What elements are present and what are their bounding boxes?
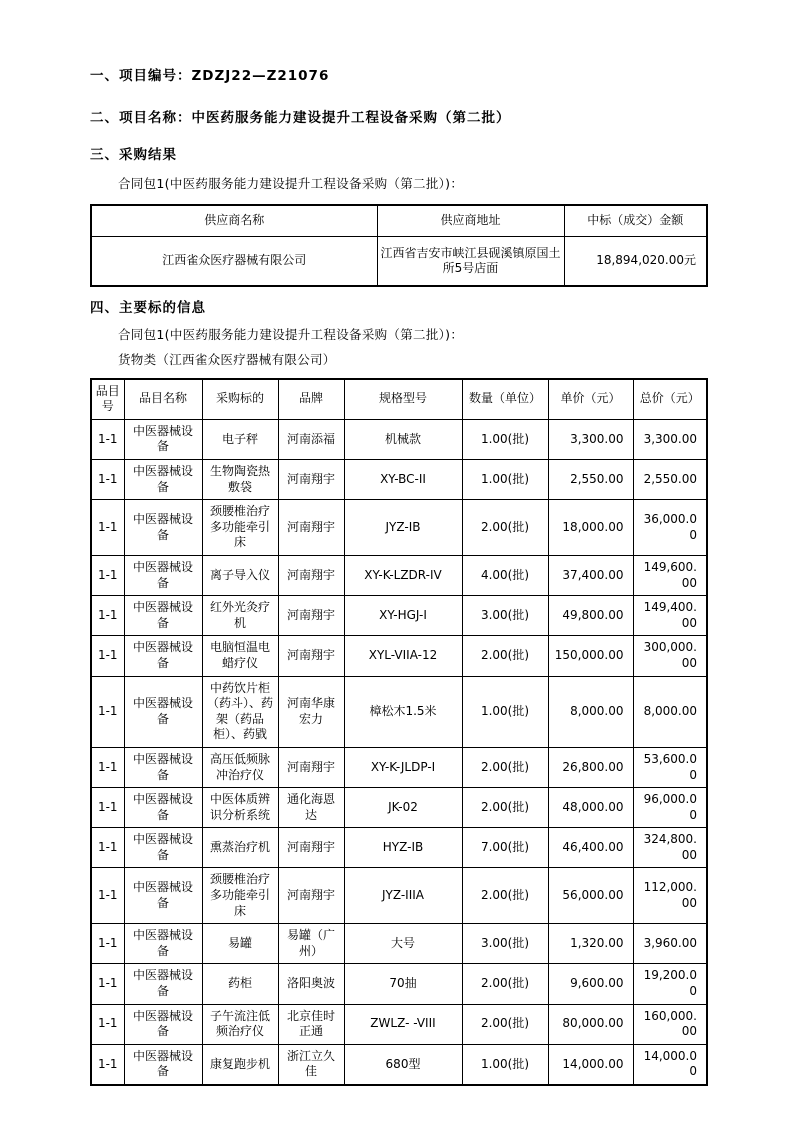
- table-cell: 大号: [344, 924, 462, 964]
- table-cell: 中医器械设备: [124, 676, 202, 747]
- table-cell: 河南翔宇: [278, 460, 344, 500]
- result-package-line: 合同包1(中医药服务能力建设提升工程设备采购（第二批）)：: [118, 175, 464, 191]
- table-cell: 49,800.00: [548, 596, 633, 636]
- items-table-body: [91, 419, 707, 1085]
- table-cell: 机械款: [344, 419, 462, 459]
- table-cell: 2.00(批): [462, 636, 548, 676]
- column-header: 中标（成交）金额: [564, 205, 707, 237]
- table-cell: 1-1: [91, 788, 124, 828]
- table-cell: 中医器械设备: [124, 1004, 202, 1044]
- table-cell: 150,000.00: [548, 636, 633, 676]
- table-cell: XY-HGJ-I: [344, 596, 462, 636]
- table-cell: 14,000.00: [548, 1044, 633, 1085]
- table-row: [91, 500, 707, 556]
- table-cell: 8,000.00: [633, 676, 707, 747]
- heading-project-name: 二、项目名称：中医药服务能力建设提升工程设备采购（第二批）: [90, 110, 511, 127]
- table-cell: 药柜: [202, 964, 278, 1004]
- table-cell: 中医器械设备: [124, 868, 202, 924]
- table-cell: 8,000.00: [548, 676, 633, 747]
- table-row: [91, 788, 707, 828]
- table-cell: 中医器械设备: [124, 636, 202, 676]
- supplier-result-table: [90, 204, 708, 287]
- table-cell: 子午流注低频治疗仪: [202, 1004, 278, 1044]
- table-cell: XY-K-LZDR-IV: [344, 555, 462, 595]
- table-cell: 电脑恒温电蜡疗仪: [202, 636, 278, 676]
- table-cell: 46,400.00: [548, 828, 633, 868]
- subject-category-line: 货物类（江西雀众医疗器械有限公司）: [118, 352, 336, 367]
- table-cell: 中医器械设备: [124, 460, 202, 500]
- column-header: 品牌: [278, 379, 344, 420]
- table-cell: 2.00(批): [462, 868, 548, 924]
- table-cell: 2.00(批): [462, 500, 548, 556]
- table-cell: 80,000.00: [548, 1004, 633, 1044]
- column-header: 单价（元）: [548, 379, 633, 420]
- table-cell: 易罐（广州）: [278, 924, 344, 964]
- table-row: [91, 924, 707, 964]
- table-cell: 高压低频脉冲治疗仪: [202, 747, 278, 787]
- table-cell: ZWLZ- -VIII: [344, 1004, 462, 1044]
- table-cell: 中医器械设备: [124, 419, 202, 459]
- table-cell: 48,000.00: [548, 788, 633, 828]
- table-row: [91, 828, 707, 868]
- table-cell: 324,800.00: [633, 828, 707, 868]
- table-cell: 中药饮片柜（药斗）、药架（药品柜）、药戥: [202, 676, 278, 747]
- table-cell: 1-1: [91, 636, 124, 676]
- table-cell: 中医器械设备: [124, 1044, 202, 1085]
- table-cell: 18,000.00: [548, 500, 633, 556]
- table-cell: 中医器械设备: [124, 500, 202, 556]
- table-row: [91, 747, 707, 787]
- table-cell: 易罐: [202, 924, 278, 964]
- table-cell: JYZ-IIIA: [344, 868, 462, 924]
- table-cell: 1-1: [91, 500, 124, 556]
- items-table: [90, 378, 708, 1086]
- table-cell: 江西雀众医疗器械有限公司: [91, 237, 377, 287]
- table-cell: 1-1: [91, 924, 124, 964]
- table-cell: 离子导入仪: [202, 555, 278, 595]
- table-cell: 37,400.00: [548, 555, 633, 595]
- table-cell: 149,600.00: [633, 555, 707, 595]
- table-cell: 中医器械设备: [124, 924, 202, 964]
- table-cell: 洛阳奥波: [278, 964, 344, 1004]
- table-cell: 2,550.00: [548, 460, 633, 500]
- table-cell: XYL-VIIA-12: [344, 636, 462, 676]
- table-cell: 1.00(批): [462, 460, 548, 500]
- table-cell: 3,300.00: [548, 419, 633, 459]
- table-cell: 中医器械设备: [124, 555, 202, 595]
- table-cell: 红外光灸疗机: [202, 596, 278, 636]
- table-cell: 18,894,020.00元: [564, 237, 707, 287]
- table-cell: 中医器械设备: [124, 964, 202, 1004]
- table-cell: 53,600.00: [633, 747, 707, 787]
- items-header-row: [91, 379, 707, 420]
- table-cell: 熏蒸治疗机: [202, 828, 278, 868]
- heading-project-number: 一、项目编号：ZDZJ22—Z21076: [90, 68, 330, 84]
- table-cell: 3.00(批): [462, 596, 548, 636]
- table-row: [91, 237, 707, 287]
- items-table-head: [91, 379, 707, 420]
- table-cell: 3.00(批): [462, 924, 548, 964]
- table-cell: 112,000.00: [633, 868, 707, 924]
- column-header: 供应商名称: [91, 205, 377, 237]
- table-cell: 14,000.00: [633, 1044, 707, 1085]
- table-cell: 康复跑步机: [202, 1044, 278, 1085]
- table-cell: 36,000.00: [633, 500, 707, 556]
- table-cell: HYZ-IB: [344, 828, 462, 868]
- table-cell: 2.00(批): [462, 747, 548, 787]
- table-row: [91, 419, 707, 459]
- table-row: [91, 596, 707, 636]
- table-cell: 1-1: [91, 555, 124, 595]
- table-cell: 1-1: [91, 460, 124, 500]
- table-cell: 300,000.00: [633, 636, 707, 676]
- supplier-header-row: [91, 205, 707, 237]
- table-cell: 56,000.00: [548, 868, 633, 924]
- table-cell: 河南翔宇: [278, 500, 344, 556]
- table-cell: 9,600.00: [548, 964, 633, 1004]
- heading-procurement-result: 三、采购结果: [90, 147, 177, 164]
- table-cell: 中医器械设备: [124, 747, 202, 787]
- table-cell: 1-1: [91, 676, 124, 747]
- table-cell: 1-1: [91, 1004, 124, 1044]
- table-cell: 樟松木1.5米: [344, 676, 462, 747]
- table-cell: 2.00(批): [462, 788, 548, 828]
- table-cell: 4.00(批): [462, 555, 548, 595]
- table-cell: 160,000.00: [633, 1004, 707, 1044]
- heading-main-subject-info: 四、主要标的信息: [90, 300, 206, 317]
- table-cell: 通化海恩达: [278, 788, 344, 828]
- table-cell: 1-1: [91, 747, 124, 787]
- table-cell: JYZ-IB: [344, 500, 462, 556]
- table-cell: 电子秤: [202, 419, 278, 459]
- table-cell: 1-1: [91, 596, 124, 636]
- table-cell: 1-1: [91, 964, 124, 1004]
- table-cell: 中医器械设备: [124, 596, 202, 636]
- table-cell: 河南翔宇: [278, 747, 344, 787]
- table-row: [91, 1044, 707, 1085]
- table-row: [91, 676, 707, 747]
- table-cell: 颈腰椎治疗多功能牵引床: [202, 500, 278, 556]
- table-row: [91, 636, 707, 676]
- table-row: [91, 460, 707, 500]
- table-cell: 1.00(批): [462, 419, 548, 459]
- table-cell: 1-1: [91, 828, 124, 868]
- column-header: 品目号: [91, 379, 124, 420]
- table-cell: 颈腰椎治疗多功能牵引床: [202, 868, 278, 924]
- table-cell: 2.00(批): [462, 1004, 548, 1044]
- table-cell: 1-1: [91, 1044, 124, 1085]
- table-cell: 96,000.00: [633, 788, 707, 828]
- table-row: [91, 868, 707, 924]
- table-row: [91, 964, 707, 1004]
- table-cell: 浙江立久佳: [278, 1044, 344, 1085]
- column-header: 数量（单位）: [462, 379, 548, 420]
- table-cell: 江西省吉安市峡江县砚溪镇原国土所5号店面: [377, 237, 564, 287]
- column-header: 规格型号: [344, 379, 462, 420]
- table-cell: 1-1: [91, 868, 124, 924]
- table-cell: 河南翔宇: [278, 636, 344, 676]
- table-cell: 中医体质辨识分析系统: [202, 788, 278, 828]
- table-cell: 河南翔宇: [278, 828, 344, 868]
- supplier-table-head: [91, 205, 707, 237]
- table-cell: 70抽: [344, 964, 462, 1004]
- table-cell: 北京佳时正通: [278, 1004, 344, 1044]
- table-cell: 1-1: [91, 419, 124, 459]
- table-row: [91, 555, 707, 595]
- subject-package-line: 合同包1(中医药服务能力建设提升工程设备采购（第二批）)：: [118, 327, 464, 343]
- table-cell: 26,800.00: [548, 747, 633, 787]
- supplier-table-body: [91, 237, 707, 287]
- table-cell: 1,320.00: [548, 924, 633, 964]
- table-cell: 2.00(批): [462, 964, 548, 1004]
- table-cell: 中医器械设备: [124, 828, 202, 868]
- table-cell: 19,200.00: [633, 964, 707, 1004]
- table-row: [91, 1004, 707, 1044]
- table-cell: 3,300.00: [633, 419, 707, 459]
- table-cell: 3,960.00: [633, 924, 707, 964]
- table-cell: 河南添福: [278, 419, 344, 459]
- table-cell: 生物陶瓷热敷袋: [202, 460, 278, 500]
- table-cell: 河南华康宏力: [278, 676, 344, 747]
- column-header: 总价（元）: [633, 379, 707, 420]
- table-cell: JK-02: [344, 788, 462, 828]
- table-cell: 河南翔宇: [278, 555, 344, 595]
- table-cell: 河南翔宇: [278, 868, 344, 924]
- column-header: 供应商地址: [377, 205, 564, 237]
- table-cell: 1.00(批): [462, 676, 548, 747]
- column-header: 品目名称: [124, 379, 202, 420]
- table-cell: 2,550.00: [633, 460, 707, 500]
- table-cell: 7.00(批): [462, 828, 548, 868]
- table-cell: 680型: [344, 1044, 462, 1085]
- table-cell: XY-BC-II: [344, 460, 462, 500]
- table-cell: 149,400.00: [633, 596, 707, 636]
- column-header: 采购标的: [202, 379, 278, 420]
- table-cell: 中医器械设备: [124, 788, 202, 828]
- table-cell: XY-K-JLDP-I: [344, 747, 462, 787]
- table-cell: 1.00(批): [462, 1044, 548, 1085]
- table-cell: 河南翔宇: [278, 596, 344, 636]
